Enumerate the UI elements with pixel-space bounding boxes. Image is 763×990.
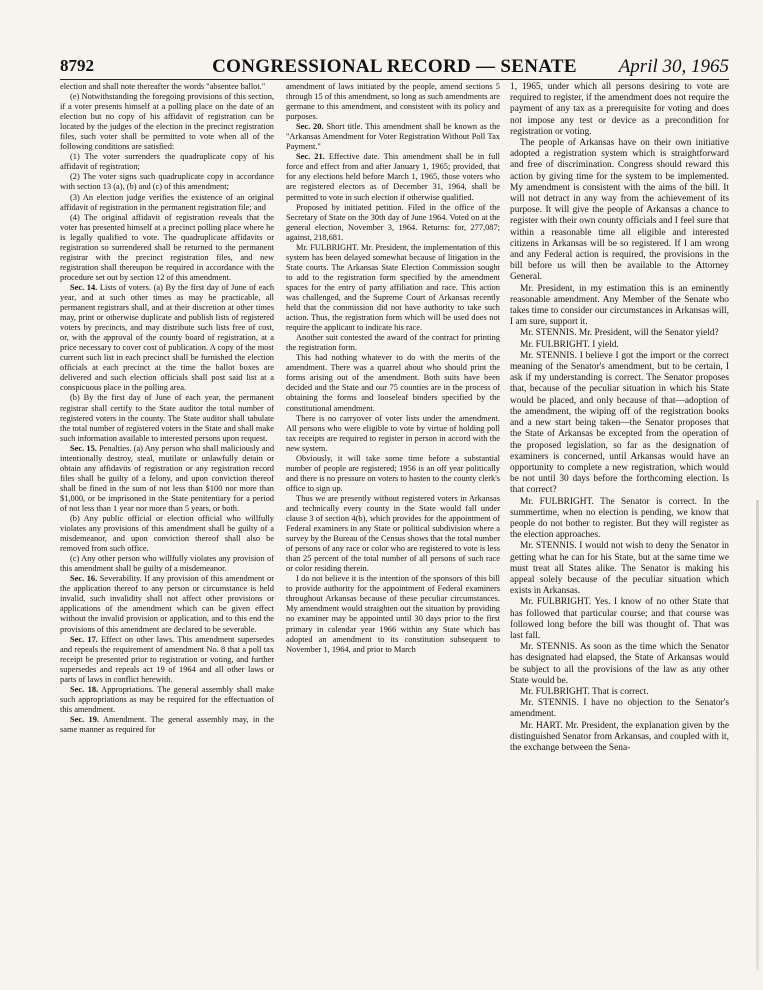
paragraph (286, 454, 500, 494)
paragraph (286, 333, 500, 353)
paragraph-text: Severability. If any provision of this amendment or the application thereof to any person or circumstance is held invalid, such invalidity shall not affect other provisions or applications of the amendment which can be given effect without the invalid provision or application, and to this end the provisions of this amendment are declared to be severable. (60, 574, 275, 634)
paragraph-text: Effective date. This amendment shall be in full force and effect from and after January 1, 1965; provided, that for any elections held before March 1, 1965, those voters who are registered electors as of December 31, 1964, shall be permitted to vote in such election if otherwise qualified. (286, 152, 500, 202)
paragraph-text: Mr. FULBRIGHT. Yes. I know of no other State that has followed that particular course; and that course was followed long before the bill was thought of. That was last fall. (510, 597, 729, 641)
paragraph (60, 554, 274, 574)
paragraph-text: (3) An election judge verifies the existence of an original affidavit of registration in the permanent registration file; and (60, 192, 274, 212)
paragraph-text: (e) Notwithstanding the foregoing provisions of this section, if a voter presents himself at a polling place on the date of an election but no copy of his affidavit of registration can be located by the judges of the election in the precinct registration files, such voter shall be permitted to vote when all of the following conditions are satisfied: (60, 92, 274, 152)
paragraph (286, 243, 500, 333)
paragraph-text: Another suit contested the award of the contract for printing the registration form. (286, 333, 500, 353)
paragraph (510, 497, 729, 542)
paragraph (60, 635, 274, 685)
paragraph (286, 203, 500, 243)
text-column-1 (60, 82, 274, 735)
paragraph-text: Mr. FULBRIGHT. I yield. (520, 339, 619, 350)
paragraph-text: There is no carryover of voter lists under the amendment. All persons who were eligible to vote by virtue of holding poll tax receipts are required to register in person in accord with the new system. (286, 413, 500, 453)
paragraph-text: (b) Any public official or election official who willfully violates any provisions of this amendment shall be guilty of a misdemeanor, and upon conviction thereof shall also be removed from such office. (60, 514, 274, 554)
paragraph (510, 328, 729, 339)
paragraph-text: Mr. FULBRIGHT. Mr. President, the implementation of this system has been delayed somewhat because of litigation in the State courts. The Arkansas State Election Commission sought to add to the registration form specified by the amendment spaces for the entry of party affiliation and race. This action was challenged, and the Supreme Court of Arkansas recently held that the commission did not have authority to take such action. Thus, the registration form which will be used does not require the applicant to indicate his race. (286, 242, 500, 333)
paragraph-text: Mr. President, in my estimation this is an eminently reasonable amendment. Any Member of the Senate who takes time to consider our circumstances in Arkansas will, I am sure, support it. (510, 283, 729, 328)
paragraph (286, 152, 500, 202)
paragraph-text: The people of Arkansas have on their own initiative adopted a registration system which is straightforward and free of discrimination. Congress should reward this action by giving time for the system to be implemented. My amendment is consistent with the aims of the bill. It will not detract in any way from the achievement of its purpose. It will give the people of Arkansas a chance to register with their own county officials and I feel sure that within a reasonable time all eligible and interested citizens in Arkansas will be so registered. If I am wrong and any Federal action is required, the provisions in the bill before us will then be available to the Attorney General. (510, 138, 729, 283)
section-label: Sec. 20. (296, 122, 324, 132)
paragraph (60, 172, 274, 192)
paragraph-text: I do not believe it is the intention of the sponsors of this bill to provide authority for the appointment of Federal examiners throughout Arkansas because of these peculiar circumstances. My amendment would straighten out the situation by providing no examiner may be appointed until 30 days prior to the first primary in calendar year 1966 within any State which has adopted an amendment to its constitution subsequent to November 1, 1964, and prior to March (286, 574, 500, 654)
section-label: Sec. 16. (70, 574, 98, 584)
publication-title: CONGRESSIONAL RECORD — SENATE (212, 56, 577, 77)
paragraph (60, 444, 274, 514)
paragraph (286, 353, 500, 413)
paragraph (60, 393, 274, 443)
paragraph (60, 92, 274, 152)
paragraph-text: Mr. STENNIS. As soon as the time which the Senator has designated had elapsed, the State of Arkansas would be subject to all the provisions of the law as any other State would be. (510, 642, 729, 686)
paragraph-text: Lists of voters. (a) By the first day of June of each year, and at such other times as may be practicable, all permanent registrars shall, and at their discretion at other times may, print or otherwise duplicate and publish lists of registered voters by precincts, and may distribute such lists free of cost, or, with the approval of the county board of registration, at a price necessary to cover cost of publication. A copy of the most current such list in each precinct shall be furnished the election officials at each precinct at the time the ballot boxes are delivered and such election officials shall post said list at a conspicuous place in the polling area. (60, 282, 275, 393)
paragraph (60, 715, 274, 735)
paragraph (510, 721, 729, 755)
paragraph (510, 351, 729, 497)
paragraph-text: Thus we are presently without registered voters in Arkansas and technically every county in the State would fall under clause 3 of section 4(b), which provides for the appointment of Federal examiners in any State or political subdivision where a survey by the Bureau of the Census shows that the total number of persons of any race or color who are registered to vote is less than 25 percent of the total number of all persons of such race or color residing therein. (286, 493, 500, 574)
paragraph (60, 82, 274, 92)
paragraph-text: Amendment. The general assembly may, in the same manner as required for (60, 714, 275, 734)
section-label: Sec. 19. (70, 714, 100, 724)
paragraph (286, 122, 500, 152)
paragraph (286, 82, 500, 122)
paragraph-text: Proposed by initiated petition. Filed in the office of the Secretary of State on the 30th day of June 1964. Voted on at the general election, November 3, 1964. Returns: for, 277,087; against, 218,681. (286, 202, 500, 242)
paragraph (510, 698, 729, 720)
paragraph (510, 642, 729, 687)
text-column-3 (510, 82, 729, 754)
paragraph-text: Mr. STENNIS. I would not wish to deny the Senator in getting what he can for his State, but at the same time we must treat all States alike. The Senator is making his appeal solely because of the peculiar situation which exists in Arkansas. (510, 541, 729, 597)
paragraph (286, 494, 500, 574)
paragraph (286, 414, 500, 454)
paragraph (510, 597, 729, 642)
section-label: Sec. 21. (296, 152, 325, 162)
paragraph-text: Mr. STENNIS. Mr. President, will the Senator yield? (520, 328, 719, 339)
scan-edge (756, 500, 759, 970)
paragraph (60, 574, 274, 634)
header-rule (60, 79, 729, 80)
paragraph (60, 283, 274, 394)
paragraph (510, 138, 729, 284)
paragraph-text: election and shall note thereafter the words "absentee ballot." (60, 82, 266, 91)
paragraph (510, 340, 729, 351)
paragraph-text: Penalties. (a) Any person who shall maliciously and intentionally destroy, steal, mutilate or unlawfully detain or obtain any affidavits of registration or any registration record files shall be guilty of a felony, and upon conviction thereof shall be fined in the sum of not less than $100 nor more than $1,000, or be imprisoned in the State penitentiary for a period of not less than 1 year nor more than 5 years, or both. (60, 443, 275, 513)
section-label: Sec. 14. (70, 282, 98, 292)
paragraph-text: Effect on other laws. This amendment supersedes and repeals the requirement of amendment No. 8 that a poll tax receipt be presented prior to registration or voting, and further supersedes and repeals act 19 of 1964 and all other laws or parts of laws in conflict herewith. (60, 634, 275, 684)
paragraph (60, 213, 274, 283)
publication-date: April 30, 1965 (618, 56, 729, 77)
paragraph-text: (1) The voter surrenders the quadruplicate copy of his affidavit of registration; (60, 152, 274, 172)
paragraph-text: Short title. This amendment shall be known as the "Arkansas Amendment for Voter Registration Without Poll Tax Payment." (286, 122, 501, 152)
paragraph-text: This had nothing whatever to do with the merits of the amendment. There was a quarrel about who should print the forms arising out of the amendment. Both suits have been decided and the State and our 75 counties are in the process of obtaining the forms and looseleaf binders specified by the constitutional amendment. (286, 353, 500, 413)
paragraph-text: Mr. HART. Mr. President, the explanation given by the distinguished Senator from Arkansas, and coupled with it, the exchange between the Sena- (510, 720, 729, 753)
paragraph-text: (4) The original affidavit of registration reveals that the voter has presented himself at a precinct polling place where he is legally qualified to vote. The quadruplicate affidavits or registration so surrendered shall be returned to the permanent registrar with the precinct registration files, and new registration shall thereupon be required in accordance with the procedure set out by section 12 of this amendment. (60, 212, 274, 282)
paragraph-text: (2) The voter signs such quadruplicate copy in accordance with section 13 (a), (b) and (c) of this amendment; (60, 172, 274, 192)
paragraph (60, 685, 274, 715)
section-label: Sec. 17. (70, 634, 98, 644)
paragraph-text: (b) By the first day of June of each year, the permanent registrar shall certify to the State auditor the total number of registered voters in the county. The State auditor shall tabulate the total number of registered voters in the State and shall make such information available to interested persons upon request. (60, 393, 274, 443)
paragraph-text: Obviously, it will take some time before a substantial number of people are registered; 1956 is an off year politically and there is no pressure on voters to hasten to the county clerk's office to sign up. (286, 453, 500, 493)
paragraph-text: Mr. STENNIS. I believe I got the import or the correct meaning of the Senator's amendment, but to be certain, I ask if my understanding is correct. The Senator proposes that, because of the peculiar situation in which his State would be placed, and only because of that—adoption of the amendment, the wiping off of the registration books and a new start being taken—the Senator proposes that the State of Arkansas be excepted from the operation of the proposed legislation, so far as the designation of examiners is concerned, until Arkansas would have an opportunity to complete a new registration, which would be not until 30 days before the forthcoming election. Is that correct? (510, 350, 729, 496)
paragraph (510, 284, 729, 329)
paragraph-text: 1, 1965, under which all persons desiring to vote are required to register, if the amendment does not require the payment of any tax as a prerequisite for voting and does not impose any test or device as a precondition for registration or voting. (510, 82, 729, 137)
paragraph (510, 687, 729, 698)
paragraph-text: Appropriations. The general assembly shall make such appropriations as may be required for the effectuation of this amendment. (60, 684, 275, 714)
section-label: Sec. 18. (70, 684, 99, 694)
paragraph (510, 82, 729, 138)
paragraph (60, 193, 274, 213)
page-number: 8792 (60, 56, 94, 75)
paragraph-text: amendment of laws initiated by the people, amend sections 5 through 15 of this amendment, so long as such amendments are germane to this amendment, and consistent with its policy and purposes. (286, 82, 500, 122)
paragraph (60, 514, 274, 554)
paragraph (286, 574, 500, 654)
paragraph-text: Mr. FULBRIGHT. The Senator is correct. In the summertime, when no election is pending, we know that people do not bother to register. But they will register as the election approaches. (510, 496, 729, 541)
page-header (60, 56, 729, 80)
paragraph-text: Mr. STENNIS. I have no objection to the Senator's amendment. (510, 698, 729, 720)
paragraph-text: (c) Any other person who willfully violates any provision of this amendment shall be guilty of a misdemeanor. (60, 554, 274, 574)
paragraph-text: Mr. FULBRIGHT. That is correct. (520, 686, 649, 697)
paragraph (60, 152, 274, 172)
section-label: Sec. 15. (70, 443, 97, 453)
paragraph (510, 541, 729, 597)
text-column-2 (286, 82, 500, 655)
